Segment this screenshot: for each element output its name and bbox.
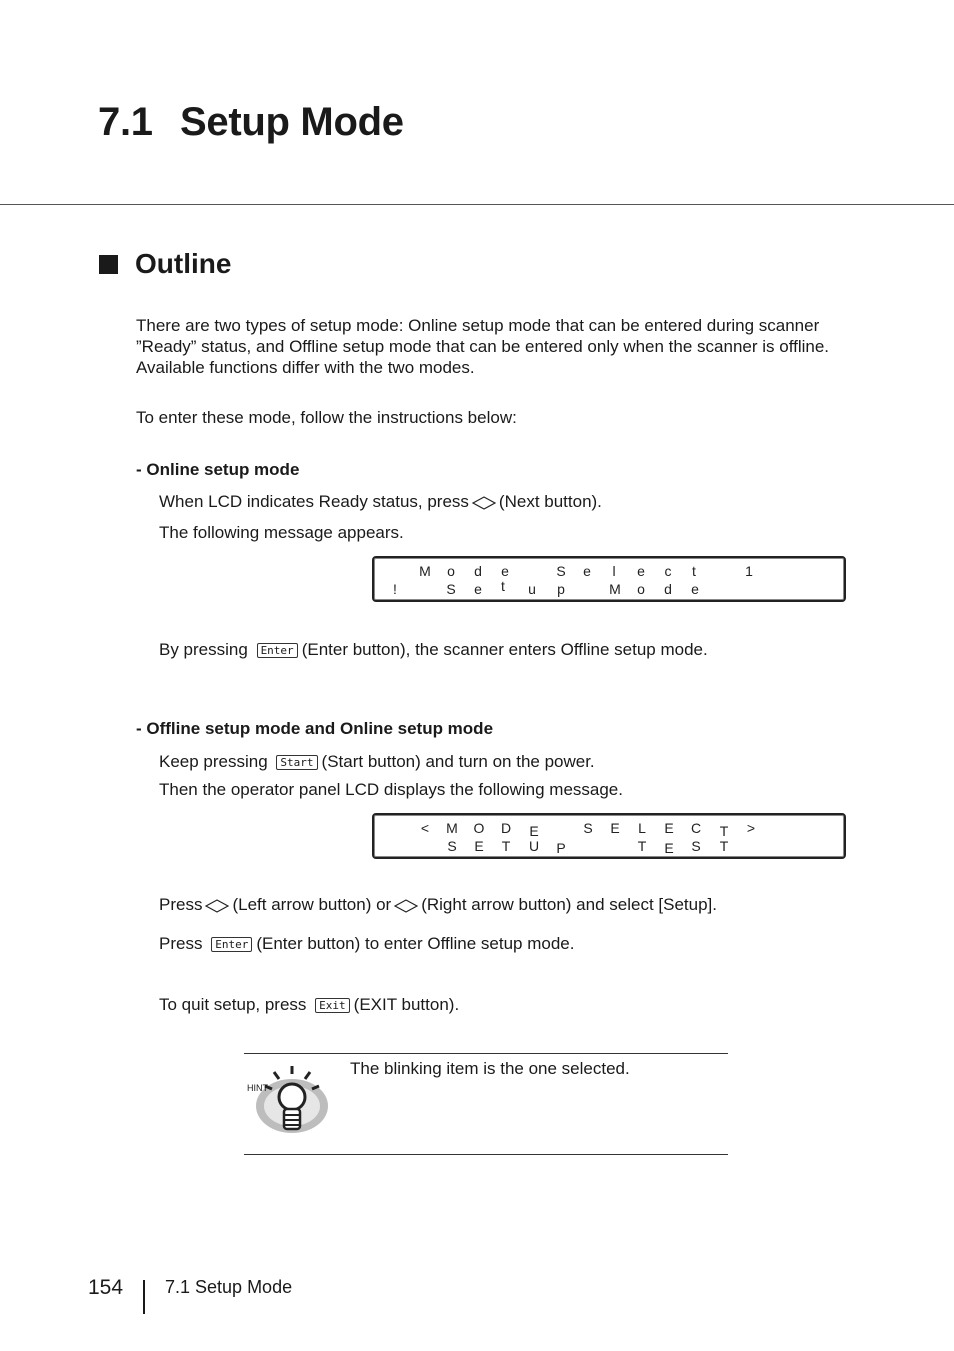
lcd-char: l: [612, 563, 616, 579]
lcd-char: E: [529, 823, 539, 839]
hint-lightbulb-icon: [246, 1063, 334, 1143]
lcd-char: e: [691, 581, 699, 597]
lcd-char: L: [638, 820, 646, 836]
chapter-number: 7.1: [98, 100, 153, 144]
lcd-char: S: [446, 581, 456, 597]
hint-text: The blinking item is the one selected.: [350, 1059, 630, 1078]
lcd-char: O: [473, 820, 485, 836]
lcd-char: u: [528, 581, 536, 597]
lcd-char: p: [557, 581, 565, 597]
right-arrow-button-icon: [394, 899, 418, 913]
lcd-char: M: [446, 820, 458, 836]
title-divider: [0, 204, 954, 205]
lcd-char: 1: [745, 563, 753, 579]
intro-paragraph: [136, 315, 829, 378]
lcd-char: E: [474, 838, 484, 854]
page-number: 154: [88, 1276, 124, 1299]
lcd-char: d: [664, 581, 672, 597]
next-button-icon: [472, 496, 496, 510]
lcd-char: U: [528, 838, 540, 854]
online-heading: - Online setup mode: [136, 460, 300, 479]
exit-key-icon: Exit: [315, 998, 350, 1013]
offline-step-1-text: Keep pressing: [159, 752, 268, 771]
enter-key-icon: Enter: [257, 643, 298, 658]
intro-line-2: ”Ready” status, and Offline setup mode that can be entered only when the scanner is offline.: [136, 337, 830, 356]
lcd-char: >: [746, 820, 756, 836]
lcd-char: S: [447, 838, 457, 854]
hint-top-rule: [244, 1053, 728, 1054]
offline-step-3: [159, 894, 717, 915]
intro-line-3: Available functions differ with the two modes.: [136, 358, 475, 377]
offline-step-4: [159, 933, 574, 954]
online-step-3-text: By pressing: [159, 640, 248, 659]
lcd-char: S: [691, 838, 701, 854]
lcd-char: e: [474, 581, 482, 597]
lcd-char: T: [637, 838, 647, 854]
lcd-char: e: [501, 563, 509, 579]
offline-heading: - Offline setup mode and Online setup mode: [136, 719, 494, 738]
chapter-title-text: Setup Mode: [180, 100, 404, 144]
left-arrow-button-icon: [205, 899, 229, 913]
lcd-char: T: [719, 823, 729, 839]
lcd-char: P: [556, 840, 566, 856]
online-step-3: [159, 639, 708, 660]
lcd-char: t: [501, 578, 505, 594]
hint-label: HINT: [247, 1083, 268, 1093]
offline-step-1-suffix: (Start button) and turn on the power.: [321, 752, 595, 771]
offline-step-4-suffix: (Enter button) to enter Offline setup mode.: [256, 934, 575, 953]
offline-step-4-text: Press: [159, 934, 203, 953]
lcd-char: o: [637, 581, 645, 597]
lcd-char: e: [637, 563, 645, 579]
lcd-char: M: [419, 563, 431, 579]
square-bullet-icon: [99, 255, 118, 274]
section-title: Outline: [135, 248, 232, 279]
online-step-1: [159, 491, 602, 512]
intro-line-1: There are two types of setup mode: Online setup mode that can be entered during scanner: [136, 316, 820, 335]
enter-instructions: To enter these mode, follow the instructions below:: [136, 408, 517, 427]
lcd-char: E: [610, 820, 620, 836]
lcd-char: T: [719, 838, 729, 854]
lcd-char: M: [609, 581, 621, 597]
lcd-display-online: [372, 556, 846, 602]
offline-step-3-suffix: (Right arrow button) and select [Setup].: [421, 895, 717, 914]
lcd-char: e: [583, 563, 591, 579]
online-step-1-suffix: (Next button).: [498, 492, 602, 511]
lcd-char: S: [556, 563, 566, 579]
offline-step-1: [159, 751, 595, 772]
section-heading: [99, 248, 231, 280]
online-step-1-text: When LCD indicates Ready status, press: [159, 492, 469, 511]
lcd-char: c: [664, 563, 672, 579]
offline-step-3-text: Press: [159, 895, 203, 914]
quit-instruction: [159, 994, 459, 1015]
footer-divider: [143, 1280, 145, 1314]
lcd-char: S: [583, 820, 593, 836]
lcd-char: t: [692, 563, 696, 579]
online-step-2: The following message appears.: [159, 523, 404, 542]
footer-section-label: 7.1 Setup Mode: [165, 1277, 293, 1297]
lcd-char: E: [664, 840, 674, 856]
lcd-char: !: [393, 581, 397, 597]
start-key-icon: Start: [276, 755, 317, 770]
offline-step-3-mid: (Left arrow button) or: [232, 895, 392, 914]
online-step-3-suffix: (Enter button), the scanner enters Offline setup mode.: [301, 640, 708, 659]
offline-step-2: Then the operator panel LCD displays the following message.: [159, 780, 623, 799]
lcd-char: E: [664, 820, 674, 836]
chapter-title: [98, 100, 404, 145]
quit-text: To quit setup, press: [159, 995, 307, 1014]
lcd-char: T: [501, 838, 511, 854]
lcd-display-offline: [372, 813, 846, 859]
lcd-char: o: [447, 563, 455, 579]
enter-key-icon: Enter: [211, 937, 252, 952]
lcd-char: <: [420, 820, 430, 836]
quit-suffix: (EXIT button).: [353, 995, 460, 1014]
lcd-char: C: [690, 820, 702, 836]
lcd-char: D: [500, 820, 512, 836]
hint-bottom-rule: [244, 1154, 728, 1155]
lcd-char: d: [474, 563, 482, 579]
